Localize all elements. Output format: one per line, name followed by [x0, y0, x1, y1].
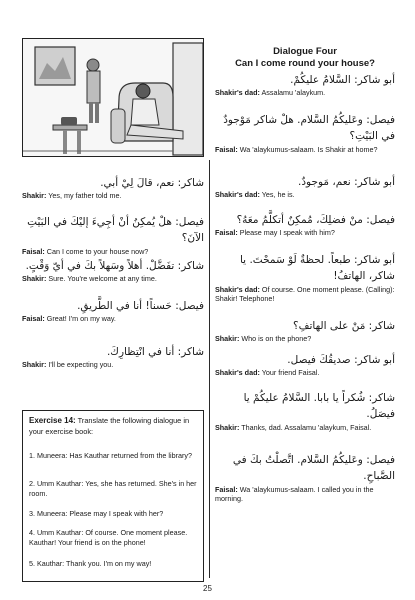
english-line: I'll be expecting you. [46, 360, 114, 370]
heading-subtitle: Can I come round your house? [235, 58, 375, 70]
speaker-name: Faisal: [215, 144, 238, 154]
english-text [215, 285, 395, 304]
arabic-text: فيصل: منْ فضلِكَ، مُمكِنٌ أتكلَّمُ معَهُ؟ [236, 214, 395, 226]
arabic-text: فيصل: حَسناً! أنا في الطَّريقِ. [77, 300, 204, 312]
right-line-3 [215, 174, 395, 200]
english-text [215, 145, 395, 155]
english-text [22, 360, 204, 370]
english-text [22, 314, 204, 324]
arabic-text: فيصل: هلْ يُمكِنُ أنْ أجِيءَ إليْكَ في البَيْتِ الآنَ؟ [27, 216, 204, 245]
speaker-name: Shakir: [22, 191, 47, 201]
left-line-5 [22, 344, 204, 370]
english-line: Great! I'm on my way. [44, 314, 116, 324]
english-text [215, 485, 395, 504]
english-line: Assalamu 'alaykum. [259, 88, 326, 98]
arabic-text: شاكر: شُكراً يا بابا. السَّلامُ عليكُمْ يا فيصَلُ. [243, 392, 395, 421]
room-scene-illustration [23, 39, 204, 157]
right-line-5 [215, 252, 395, 304]
exercise-item: 4. Umm Kauthar: Of course. One moment please. Kauthar! Your friend is on the phone! [29, 528, 188, 547]
arabic-text: شاكر: تفَضَّلْ. أهلاً وسَهلاً بكَ في أيّ وَقْتٍ. [25, 260, 204, 272]
speaker-name: Shakir's dad: [215, 88, 260, 98]
speaker-name: Shakir: [22, 360, 47, 370]
speaker-name: Faisal: [22, 246, 45, 256]
exercise-box [22, 410, 204, 582]
speaker-name: Shakir: [22, 274, 47, 284]
arabic-text: فيصل: وعَليكُمُ السَّلام. اتَّصلْتُ بكَ في الصَّباحِ. [232, 454, 395, 483]
right-line-7 [215, 352, 395, 378]
speaker-name: Shakir: [215, 422, 240, 432]
english-line: Yes, he is. [259, 190, 295, 200]
exercise-title: Exercise 14: [29, 416, 76, 425]
exercise-item: 3. Muneera: Please may I speak with her? [29, 509, 164, 518]
arabic-text: أبو شاكر: طبعاً. لحظةٌ لَوْ سَمحْتَ. يا شاكر، الهاتفُ! [239, 254, 395, 283]
exercise-heading [29, 416, 197, 437]
speaker-name: Shakir: [215, 334, 240, 344]
english-line: Can I come to your house now? [44, 246, 149, 256]
english-line: Of course. One moment please. (Calling): Shakir! Telephone! [215, 284, 395, 304]
english-text [215, 368, 395, 378]
left-line-3 [22, 258, 204, 284]
speaker-name: Shakir's dad: [215, 284, 260, 294]
arabic-text: فيصل: وعَليكُمُ السَّلام. هلْ شاكر مَوْجودٌ في البَيْتِ؟ [223, 114, 395, 143]
right-line-8 [215, 390, 395, 432]
arabic-text: أبو شاكر: السَّلامُ عليكُمْ. [290, 74, 395, 86]
speaker-name: Shakir's dad: [215, 190, 260, 200]
exercise-item: 5. Kauthar: Thank you. I'm on my way! [29, 559, 152, 568]
arabic-text: شاكر: أنا في انْتِظارِكَ. [106, 346, 204, 358]
exercise-item: 1. Muneera: Has Kauthar returned from the library? [29, 451, 192, 460]
column-divider [209, 160, 210, 578]
english-line: Wa 'alaykumus-salaam. I called you in the morning. [215, 484, 374, 504]
speaker-name: Faisal: [215, 228, 238, 238]
right-line-6 [215, 318, 395, 344]
right-line-2 [215, 112, 395, 154]
arabic-text: أبو شاكر: نعم، مَوجودٌ. [298, 176, 395, 188]
speaker-name: Shakir's dad: [215, 368, 260, 378]
arabic-text: أبو شاكر: صديقُكَ فيصل. [287, 354, 395, 366]
english-text [215, 334, 395, 344]
english-text [22, 274, 204, 284]
left-line-4 [22, 298, 204, 324]
english-line: Your friend Faisal. [259, 368, 320, 378]
dialogue-heading [215, 46, 395, 71]
english-line: Who is on the phone? [239, 334, 312, 344]
arabic-text: شاكر: نعم، قالَ لِيْ أبي. [100, 177, 204, 189]
exercise-item: 2. Umm Kauthar: Yes, she has returned. She's in her room. [29, 479, 197, 498]
english-text [22, 247, 204, 257]
speaker-name: Faisal: [22, 314, 45, 324]
english-line: Yes, my father told me. [46, 191, 122, 201]
right-line-4 [215, 212, 395, 238]
arabic-text: شاكر: مَنْ على الهاتفِ؟ [293, 320, 395, 332]
right-line-1 [215, 72, 395, 98]
right-line-9 [215, 452, 395, 504]
english-line: Thanks, dad. Assalamu 'alaykum, Faisal. [239, 422, 372, 432]
left-line-2 [22, 214, 204, 256]
english-line: Sure. You're welcome at any time. [46, 274, 157, 284]
speaker-name: Faisal: [215, 484, 238, 494]
english-text [215, 88, 395, 98]
page-number: 25 [203, 584, 212, 593]
english-text [215, 190, 395, 200]
english-text [22, 191, 204, 201]
english-text [215, 228, 395, 238]
left-line-1 [22, 175, 204, 201]
exercise-instruction: Translate the following dialogue in your exercise book: [29, 416, 190, 436]
dialogue-illustration [22, 38, 204, 157]
english-line: Wa 'alaykumus-salaam. Is Shakir at home? [237, 144, 378, 154]
english-text [215, 423, 395, 433]
heading-title: Dialogue Four [273, 46, 337, 57]
english-line: Please may I speak with him? [237, 228, 335, 238]
